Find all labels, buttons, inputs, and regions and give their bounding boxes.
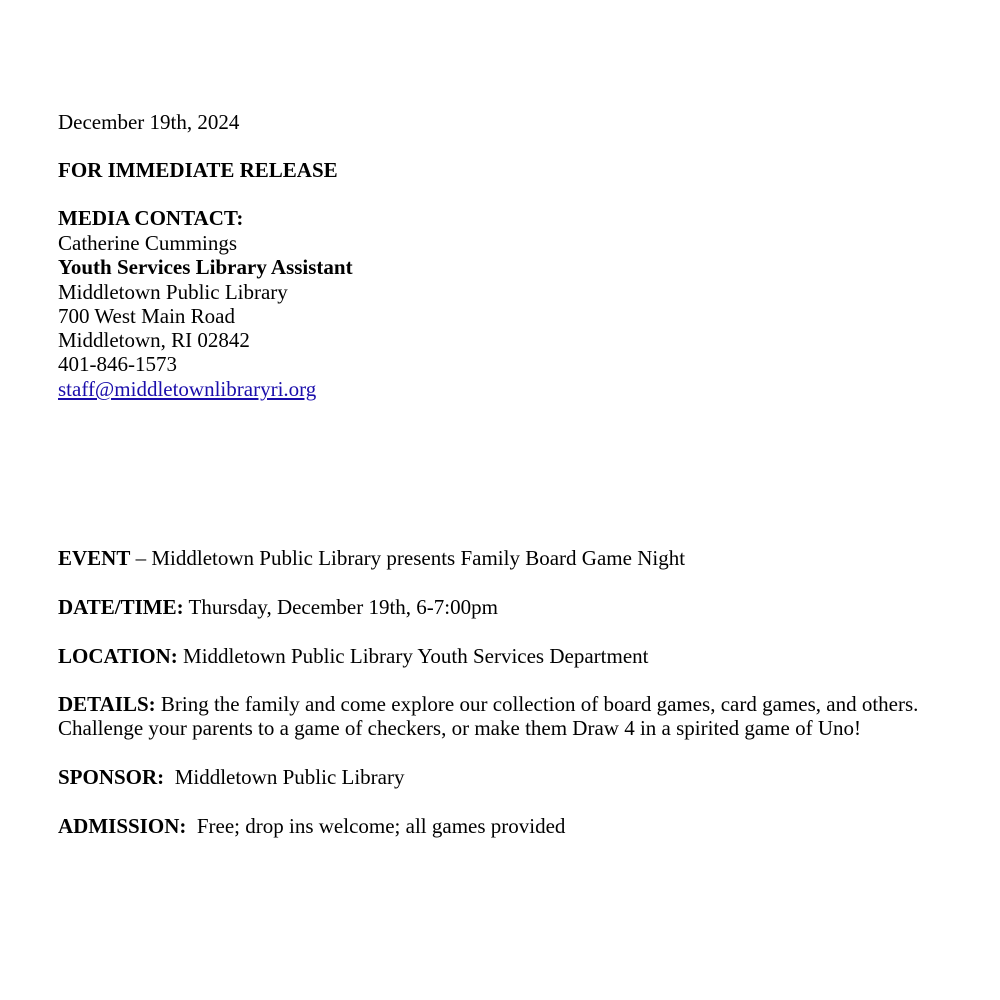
details-line-1 <box>58 692 918 716</box>
datetime-text: Thursday, December 19th, 6-7:00pm <box>183 595 498 619</box>
sponsor-label: SPONSOR: <box>58 765 165 789</box>
admission-label: ADMISSION: <box>58 814 187 838</box>
datetime-line <box>58 595 498 619</box>
admission-line <box>58 814 565 838</box>
details-text-1: Bring the family and come explore our collection of board games, card games, and others. <box>155 692 919 716</box>
release-label: FOR IMMEDIATE RELEASE <box>58 158 338 182</box>
sponsor-line <box>58 765 405 789</box>
details-line-2: Challenge your parents to a game of checkers, or make them Draw 4 in a spirited game of Uno! <box>58 716 861 740</box>
contact-address-line1: 700 West Main Road <box>58 304 235 328</box>
contact-phone: 401-846-1573 <box>58 352 177 376</box>
contact-title: Youth Services Library Assistant <box>58 255 353 279</box>
contact-organization: Middletown Public Library <box>58 280 288 304</box>
contact-address-line2: Middletown, RI 02842 <box>58 328 250 352</box>
event-line <box>58 546 685 570</box>
location-text: Middletown Public Library Youth Services Department <box>177 644 649 668</box>
contact-email-link[interactable]: staff@middletownlibraryri.org <box>58 377 317 401</box>
contact-email-line <box>58 377 316 401</box>
admission-text: Free; drop ins welcome; all games provided <box>186 814 566 838</box>
event-text: – Middletown Public Library presents Family Board Game Night <box>130 546 686 570</box>
media-contact-heading: MEDIA CONTACT: <box>58 206 244 230</box>
contact-name: Catherine Cummings <box>58 231 238 255</box>
event-label: EVENT <box>58 546 131 570</box>
location-label: LOCATION: <box>58 644 178 668</box>
release-date: December 19th, 2024 <box>58 110 240 134</box>
datetime-label: DATE/TIME: <box>58 595 184 619</box>
location-line <box>58 644 648 668</box>
sponsor-text: Middletown Public Library <box>164 765 405 789</box>
details-label: DETAILS: <box>58 692 156 716</box>
